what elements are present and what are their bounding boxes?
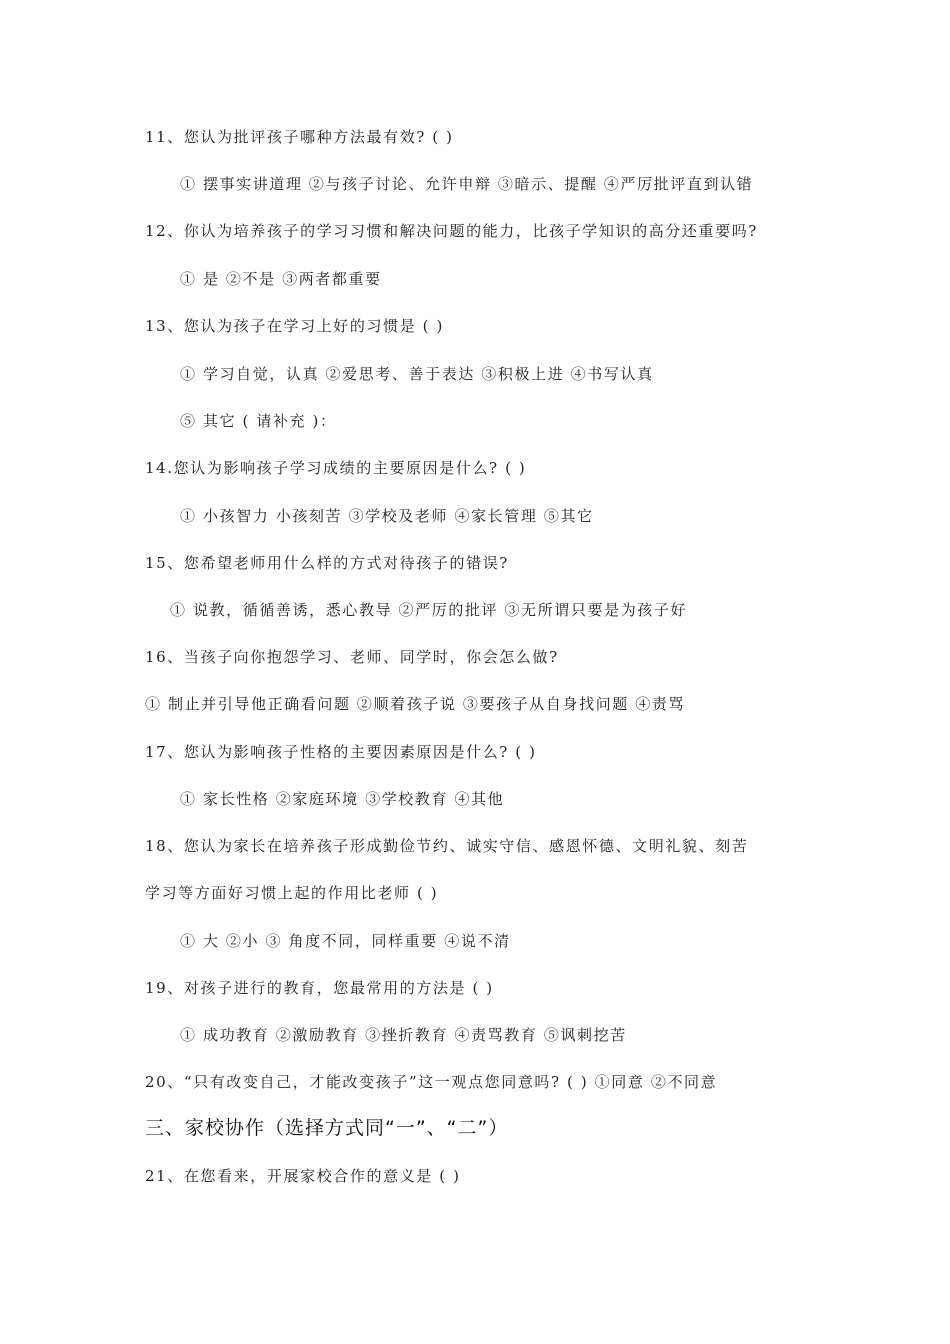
options-19: ① 成功教育 ②激励教育 ③挫折教育 ④责骂教育 ⑤讽刺挖苦 — [180, 1026, 627, 1044]
options-17: ① 家长性格 ②家庭环境 ③学校教育 ④其他 — [180, 790, 505, 808]
section-heading-3: 三、家校协作（选择方式同“一”、“二”） — [145, 1117, 509, 1139]
options-14: ① 小孩智力 小孩刻苦 ③学校及老师 ④家长管理 ⑤其它 — [180, 507, 594, 525]
question-17: 17、您认为影响孩子性格的主要因素原因是什么? ( ) — [145, 743, 537, 761]
question-16: 16、当孩子向你抱怨学习、老师、同学时，你会怎么做? — [145, 648, 559, 666]
question-13: 13、您认为孩子在学习上好的习惯是 ( ) — [145, 317, 444, 335]
options-12: ① 是 ②不是 ③两者都重要 — [180, 270, 382, 288]
options-16: ① 制止并引导他正确看问题 ②顺着孩子说 ③要孩子从自身找问题 ④责骂 — [145, 695, 686, 713]
options-11: ① 摆事实讲道理 ②与孩子讨论、允许申辩 ③暗示、提醒 ④严厉批评直到认错 — [180, 175, 754, 193]
options-15: ① 说教，循循善诱，悉心教导 ②严厉的批评 ③无所谓只要是为孩子好 — [170, 601, 688, 619]
question-18: 18、您认为家长在培养孩子形成勤俭节约、诚实守信、感恩怀德、文明礼貌、刻苦 — [145, 837, 749, 855]
question-18-continued: 学习等方面好习惯上起的作用比老师 ( ) — [145, 884, 439, 902]
options-13: ① 学习自觉，认真 ②爱思考、善于表达 ③积极上进 ④书写认真 — [180, 365, 654, 383]
question-20: 20、“只有改变自己，才能改变孩子”这一观点您同意吗? ( ) ①同意 ②不同意 — [145, 1073, 718, 1091]
question-12: 12、你认为培养孩子的学习习惯和解决问题的能力，比孩子学知识的高分还重要吗? — [145, 222, 758, 240]
question-19: 19、对孩子进行的教育，您最常用的方法是 ( ) — [145, 979, 494, 997]
question-11: 11、您认为批评孩子哪种方法最有效? ( ) — [145, 128, 454, 146]
question-21: 21、在您看来，开展家校合作的意义是 ( ) — [145, 1167, 461, 1185]
question-14: 14.您认为影响孩子学习成绩的主要原因是什么? ( ) — [145, 459, 527, 477]
options-18: ① 大 ②小 ③ 角度不同，同样重要 ④说不清 — [180, 932, 511, 950]
question-15: 15、您希望老师用什么样的方式对待孩子的错误? — [145, 554, 509, 572]
options-13-other: ⑤ 其它 ( 请补充 )： — [180, 412, 337, 430]
